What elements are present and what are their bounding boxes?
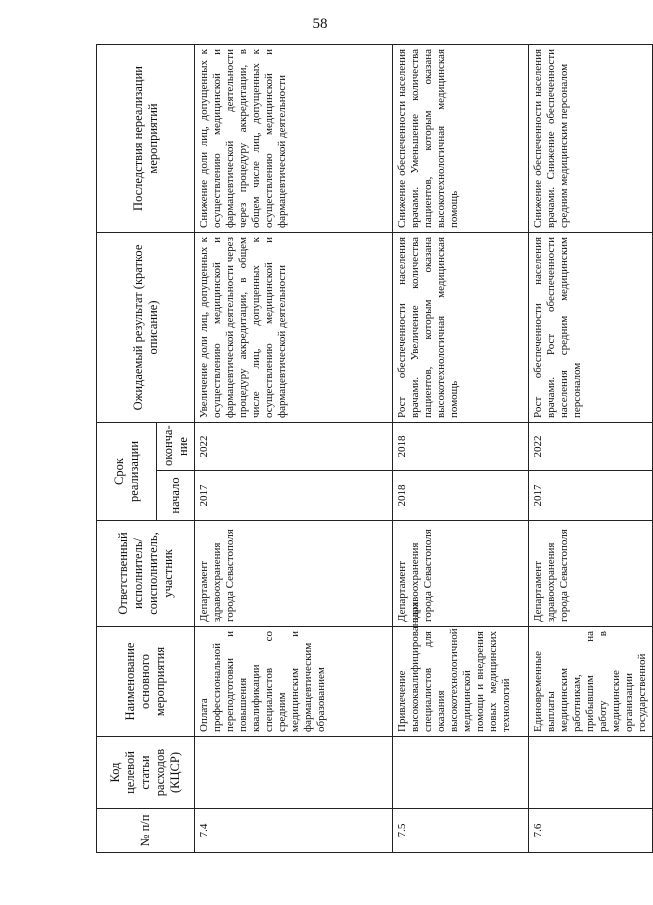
row-name: Оплата профессиональной переподготовки и повышения квалификации специалистов со средним медицинским и фармацевтическим образованием [195, 627, 393, 737]
header-num: № п/п [97, 809, 195, 853]
header-responsible: Ответственный исполнитель/ соисполнитель, участник [97, 521, 195, 627]
header-start: начало [157, 471, 195, 521]
rotated-table-container [96, 45, 648, 853]
row-responsible: Департамент здравоохранения города Севастополя [393, 521, 529, 627]
row-start: 2017 [529, 471, 653, 521]
row-start: 2018 [393, 471, 529, 521]
row-end: 2018 [393, 422, 529, 470]
row-responsible: Департамент здравоохранения города Севастополя [195, 521, 393, 627]
row-start: 2017 [195, 471, 393, 521]
row-responsible: Департамент здравоохранения города Севастополя [529, 521, 653, 627]
row-kcsr [393, 737, 529, 809]
row-result: Рост обеспеченности населения врачами. Увеличение количества пациентов, которым оказана высокотехнологичная медицинская помощь [393, 232, 529, 422]
header-kcsr: Код целевой статьи расходов (КЦСР) [97, 737, 195, 809]
row-num: 7.6 [529, 809, 653, 853]
row-consequences: Снижение обеспеченности населения врачами. Уменьшение количества пациентов, которым оказана высокотехнологичная медицинская помощь [393, 44, 529, 232]
header-name: Наименование основного мероприятия [97, 627, 195, 737]
header-end: оконча-ние [157, 422, 195, 470]
header-row [97, 44, 157, 852]
row-num: 7.5 [393, 809, 529, 853]
row-kcsr [195, 737, 393, 809]
table-row [195, 44, 393, 852]
row-end: 2022 [195, 422, 393, 470]
row-num: 7.4 [195, 809, 393, 853]
row-name: Привлечение высококвалифицированных специалистов для оказания высокотехнологичной медицинской помощи и внедрения новых медицинских технологий [393, 627, 529, 737]
header-result: Ожидаемый результат (краткое описание) [97, 232, 195, 422]
measures-table [96, 44, 653, 853]
header-period: Срок реализации [97, 422, 157, 520]
page-number: 58 [312, 16, 328, 32]
row-kcsr [529, 737, 653, 809]
row-consequences: Снижение обеспеченности населения врачами. Снижение обеспеченности средним медицинским персоналом [529, 44, 653, 232]
table-row [529, 44, 653, 852]
row-name: Единовременные выплаты медицинским работникам, прибывшим на работу в медицинские организации государственной [529, 627, 653, 737]
row-result: Рост обеспеченности населения врачами. Рост обеспеченности населения средним медицинским персоналом [529, 232, 653, 422]
row-consequences: Снижение доли лиц, допущенных к осуществлению медицинской и фармацевтической деятельности через процедуру аккредитации, в общем числе лиц, допущенных к осуществлению медицинской и фармацевтической деятельности [195, 44, 393, 232]
row-end: 2022 [529, 422, 653, 470]
table-row [393, 44, 529, 852]
header-consequences: Последствия нереализации мероприятий [97, 44, 195, 232]
row-result: Увеличение доли лиц, допущенных к осуществлению медицинской и фармацевтической деятельности через процедуру аккредитации, в общем числе лиц, допущенных к осуществлению медицинской и фармацевтической деятельности [195, 232, 393, 422]
